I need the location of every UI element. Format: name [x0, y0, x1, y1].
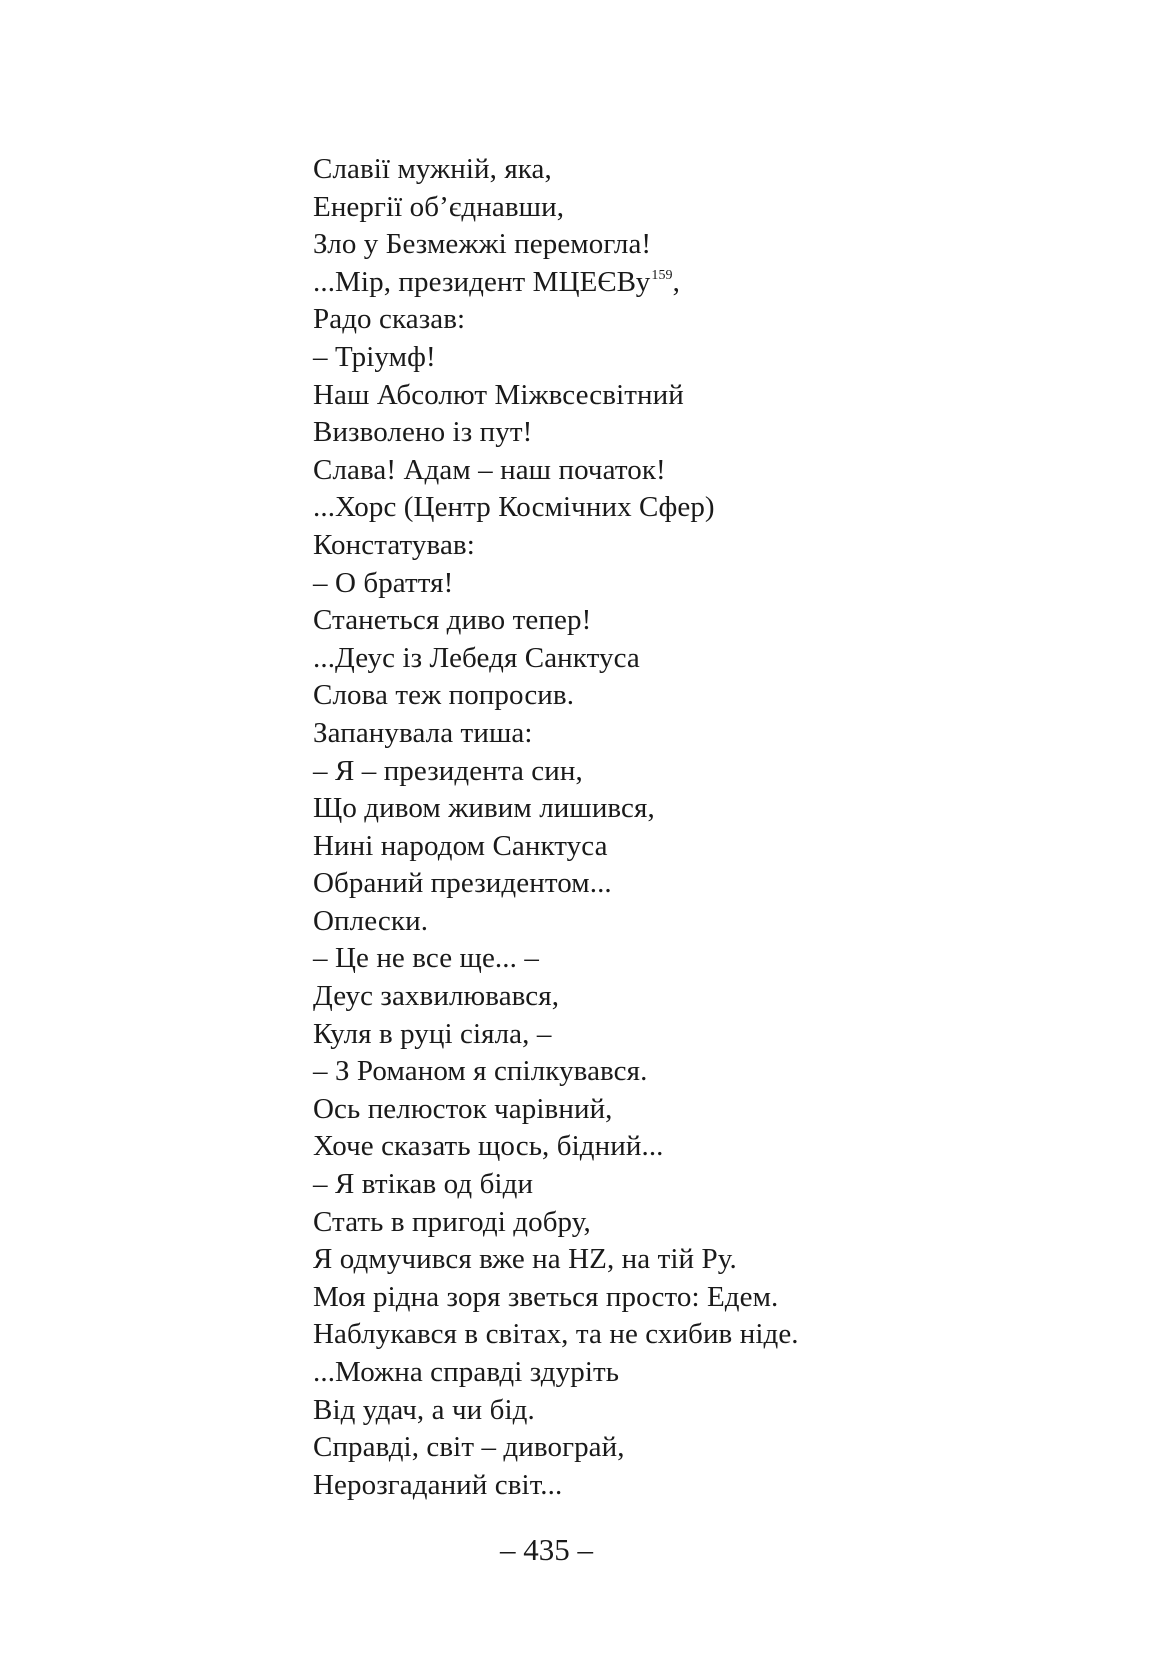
poem-line-18: Що дивом живим лишився,	[313, 792, 655, 825]
poem-text	[313, 151, 799, 1504]
poem-line-22: – Це не все ще... –	[313, 942, 539, 975]
poem-line-29: Стать в пригоді добру,	[313, 1205, 591, 1238]
poem-line-27: Хоче сказать щось, бідний...	[313, 1130, 664, 1163]
poem-line-30: Я одмучився вже на HZ, на тій Ру.	[313, 1243, 737, 1276]
poem-line-5: Радо сказав:	[313, 303, 466, 336]
page-number: – 435 –	[500, 1532, 593, 1567]
poem-line-8: Визволено із пут!	[313, 416, 533, 449]
poem-line-14: ...Деус із Лебедя Санктуса	[313, 641, 640, 674]
poem-line-7: Наш Абсолют Міжвсесвітний	[313, 378, 684, 411]
poem-line-9: Слава! Адам – наш початок!	[313, 453, 666, 486]
poem-line-15: Слова теж попросив.	[313, 679, 575, 712]
poem-line-13: Станеться диво тепер!	[313, 604, 592, 637]
poem-line-1: Славії мужній, яка,	[313, 153, 552, 185]
poem-line-33: ...Можна справді здуріть	[313, 1356, 620, 1388]
poem-line-12: – О браття!	[313, 566, 454, 599]
poem-line-20: Обраний президентом...	[313, 867, 612, 900]
poem-line-4-text: ...Мір, президент МЦЕЄВу	[313, 265, 651, 298]
poem-line-35: Справді, світ – дивограй,	[313, 1431, 625, 1464]
poem-line-36: Нерозгаданий світ...	[313, 1468, 563, 1501]
poem-line-25: – З Романом я спілкувався.	[313, 1055, 648, 1088]
poem-line-4	[313, 264, 799, 302]
poem-line-2: Енергії об’єднавши,	[313, 190, 565, 223]
poem-line-23: Деус захвилювався,	[313, 980, 560, 1013]
poem-line-26: Ось пелюсток чарівний,	[313, 1092, 613, 1125]
poem-line-3: Зло у Безмежжі перемогла!	[313, 228, 652, 261]
poem-line-10: ...Хорс (Центр Космічних Сфер)	[313, 491, 715, 524]
poem-line-17: – Я – президента син,	[313, 754, 583, 787]
poem-line-16: Запанувала тиша:	[313, 716, 533, 749]
poem-line-11: Констатував:	[313, 528, 475, 561]
poem-line-4-comma: ,	[672, 265, 681, 298]
poem-line-21: Оплески.	[313, 904, 429, 937]
poem-line-19: Нині народом Санктуса	[313, 829, 608, 862]
poem-line-34: Від удач, а чи бід.	[313, 1393, 535, 1426]
poem-line-32: Наблукався в світах, та не схибив ніде.	[313, 1318, 799, 1351]
poem-line-24: Куля в руці сіяла, –	[313, 1017, 552, 1050]
poem-line-28: – Я втікав од біди	[313, 1168, 534, 1201]
footnote-reference: 159	[651, 267, 673, 283]
poem-line-31: Моя рідна зоря зветься просто: Едем.	[313, 1280, 779, 1313]
poem-line-6: – Тріумф!	[313, 340, 436, 373]
